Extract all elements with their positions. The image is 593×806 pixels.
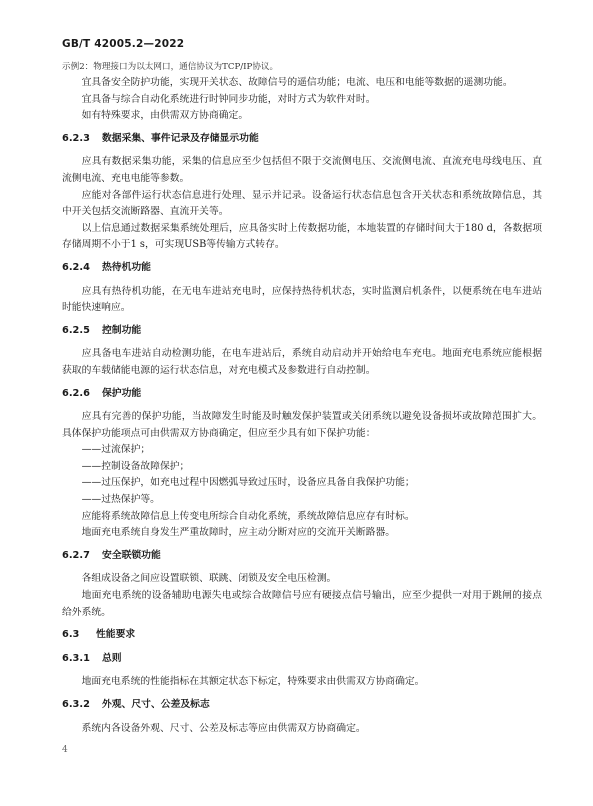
paragraph: 应能对各部件运行状态信息进行处理、显示并记录。设备运行状态信息包含开关状态和系统故障信息，其中开关包括交流断路器、直流开关等。: [62, 189, 542, 218]
standard-code-header: GB/T 42005.2—2022: [62, 38, 185, 50]
section-number: 6.2.3: [62, 132, 90, 144]
paragraph: 系统内各设备外观、尺寸、公差及标志等应由供需双方协商确定。: [81, 722, 366, 734]
section-title: 总则: [102, 652, 122, 664]
section-number: 6.2.6: [62, 387, 90, 399]
section-heading-6-2-6: [62, 386, 542, 403]
paragraph: 如有特殊要求，由供需双方协商确定。: [81, 110, 249, 122]
section-title: 控制功能: [102, 324, 142, 336]
section-number: 6.2.7: [62, 549, 90, 561]
section-number: 6.2.4: [62, 261, 90, 273]
paragraph: 应具备电车进站自动检测功能，在电车进站后，系统自动启动并开始给电车充电。地面充电系统应能根据获取的车载储能电源的运行状态信息，对充电模式及参数进行自动控制。: [62, 348, 542, 376]
page-number: 4: [62, 745, 68, 755]
section-heading-6-2-5: [62, 323, 542, 340]
section-number: 6.3.1: [62, 652, 90, 664]
list-item: ——过压保护，如充电过程中因燃弧导致过压时，设备应具备自我保护功能；: [81, 477, 415, 489]
paragraph: 各组成设备之间应设置联锁、联跳、闭锁及安全电压检测。: [81, 573, 337, 585]
section-heading-6-3-1: [62, 651, 542, 668]
section-heading-6-3-2: [62, 697, 542, 714]
list-item: ——过流保护；: [81, 444, 151, 456]
paragraph: 应能将系统故障信息上传变电所综合自动化系统，系统故障信息应存有时标。: [81, 510, 415, 522]
section-heading-6-2-4: [62, 260, 542, 277]
section-number: 6.2.5: [62, 324, 90, 336]
list-item: ——过热保护等。: [81, 494, 160, 506]
section-title: 安全联锁功能: [102, 549, 161, 561]
section-number: 6.3.2: [62, 699, 90, 710]
section-number: 6.3: [62, 629, 80, 641]
page-content: [62, 60, 542, 737]
paragraph: 以上信息通过数据采集系统处理后，应具备实时上传数据功能，本地装置的存储时间大于180 d，各数据项存储周期不小于1 s，可实现USB等传输方式转存。: [62, 222, 542, 251]
paragraph: 地面充电系统的性能指标在其额定状态下标定，特殊要求由供需双方协商确定。: [81, 676, 425, 688]
paragraph: 宜具备与综合自动化系统进行时钟同步功能，对时方式为软件对时。: [81, 93, 376, 105]
paragraph: 应具有完善的保护功能，当故障发生时能及时触发保护装置或关闭系统以避免设备损坏或故障范围扩大。具体保护功能项点可由供需双方协商确定，但应至少具有如下保护功能：: [62, 411, 542, 439]
paragraph: 地面充电系统自身发生严重故障时，应主动分断对应的交流开关断路器。: [81, 527, 396, 539]
paragraph: 宜具备安全防护功能，实现开关状态、故障信号的遥信功能；电流、电压和电能等数据的遥测功能。: [81, 77, 513, 88]
paragraph: 应具有数据采集功能，采集的信息应至少包括但不限于交流侧电压、交流侧电流、直流充电母线电压、直流侧电流、充电电能等参数。: [62, 156, 542, 184]
section-title: 性能要求: [96, 629, 136, 641]
section-heading-6-2-7: [62, 548, 542, 565]
paragraph: 地面充电系统的设备辅助电源失电或综合故障信号应有硬接点信号输出，应至少提供一对用于跳闸的接点给外系统。: [62, 590, 542, 618]
section-title: 热待机功能: [102, 261, 151, 273]
section-title: 外观、尺寸、公差及标志: [102, 699, 210, 710]
list-item: ——控制设备故障保护；: [81, 460, 190, 472]
section-title: 数据采集、事件记录及存储显示功能: [102, 132, 259, 144]
section-title: 保护功能: [102, 387, 142, 399]
example-note: 示例2：物理接口为以太网口，通信协议为TCP/IP协议。: [62, 62, 279, 72]
section-heading-6-2-3: [62, 131, 542, 148]
paragraph: 应具有热待机功能，在无电车进站充电时，应保持热待机状态，实时监测启机条件，以便系统在电车进站时能快速响应。: [62, 285, 542, 314]
section-heading-6-3: [62, 627, 542, 644]
